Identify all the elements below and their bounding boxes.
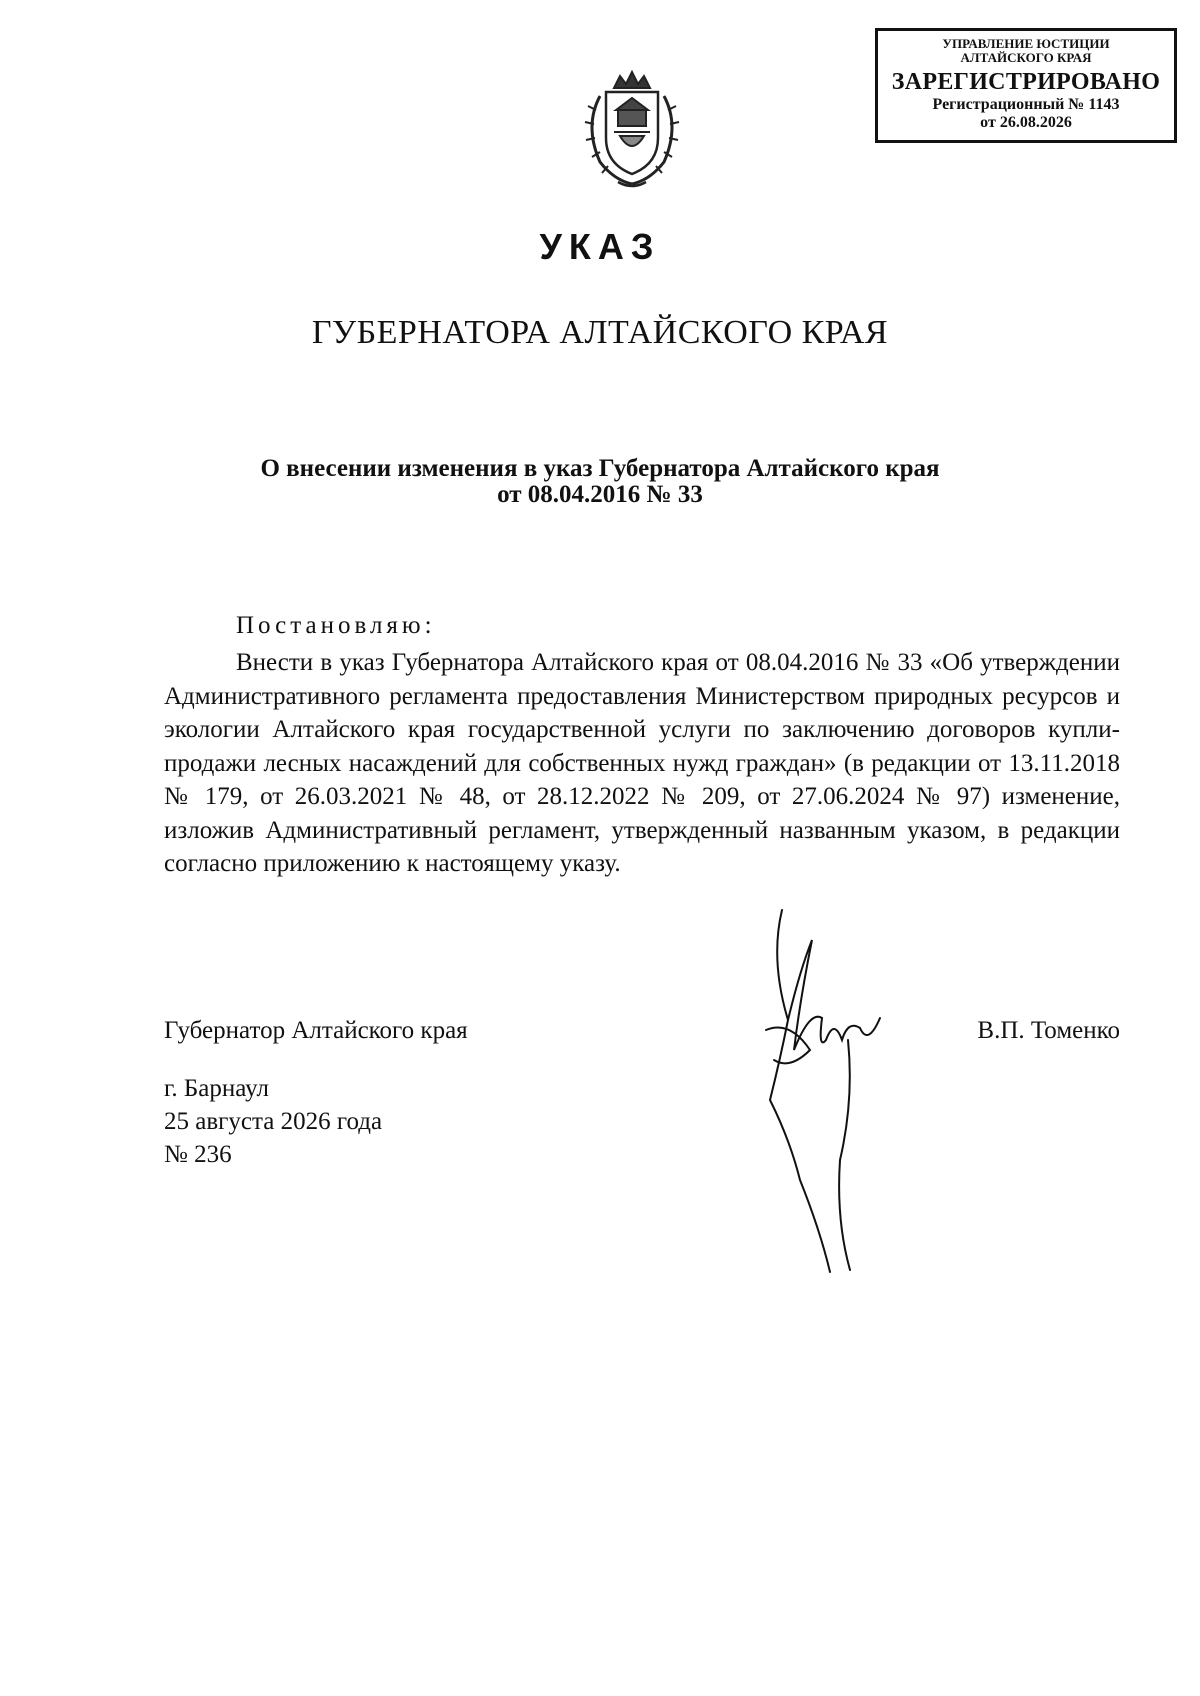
document-subject (0, 456, 1200, 508)
decree-number: № 236 (164, 1141, 232, 1168)
body-text: Внести в указ Губернатора Алтайского края от 08.04.2016 № 33 «Об утверждении Административного регламента предоставления Министерством природных ресурсов и экологии Алтайского края государственной услуги по заключению договоров купли-продажи лесных насаждений для собственных нужд граждан» (в редакции от 13.11.2018 № 179, от 26.03.2021 № 48, от 28.12.2022 № 209, от 27.06.2024 № 97) изменение, изложив Административный регламент, утвержденный названным указом, в редакции согласно приложению к настоящему указу. (164, 649, 1120, 877)
signatory-name: В.П. Томенко (977, 1017, 1120, 1044)
stamp-reg-date: от 26.08.2026 (980, 114, 1072, 131)
body-paragraph (164, 646, 1120, 881)
subject-line-2: от 08.04.2016 № 33 (497, 481, 703, 508)
document-type: УКАЗ (539, 226, 661, 267)
city: г. Барнаул (164, 1075, 269, 1102)
registration-stamp (875, 28, 1177, 143)
decree-date: 25 августа 2026 года (164, 1108, 383, 1135)
subject-line-1: О внесении изменения в указ Губернатора Алтайского края (260, 455, 940, 482)
resolve-word: Постановляю: (236, 612, 436, 639)
place-date-number (164, 1072, 382, 1171)
stamp-reg-number: Регистрационный № 1143 (932, 96, 1120, 113)
signatory-position: Губернатор Алтайского края (164, 1017, 468, 1044)
stamp-organization-line1: УПРАВЛЕНИЕ ЮСТИЦИИ (942, 36, 1110, 51)
coat-of-arms-icon (570, 66, 694, 190)
stamp-organization-line2: АЛТАЙСКОГО КРАЯ (960, 50, 1092, 65)
stamp-status: ЗАРЕГИСТРИРОВАНО (891, 69, 1161, 95)
handwritten-signature (730, 900, 910, 1280)
issuing-authority: ГУБЕРНАТОРА АЛТАЙСКОГО КРАЯ (311, 314, 889, 351)
